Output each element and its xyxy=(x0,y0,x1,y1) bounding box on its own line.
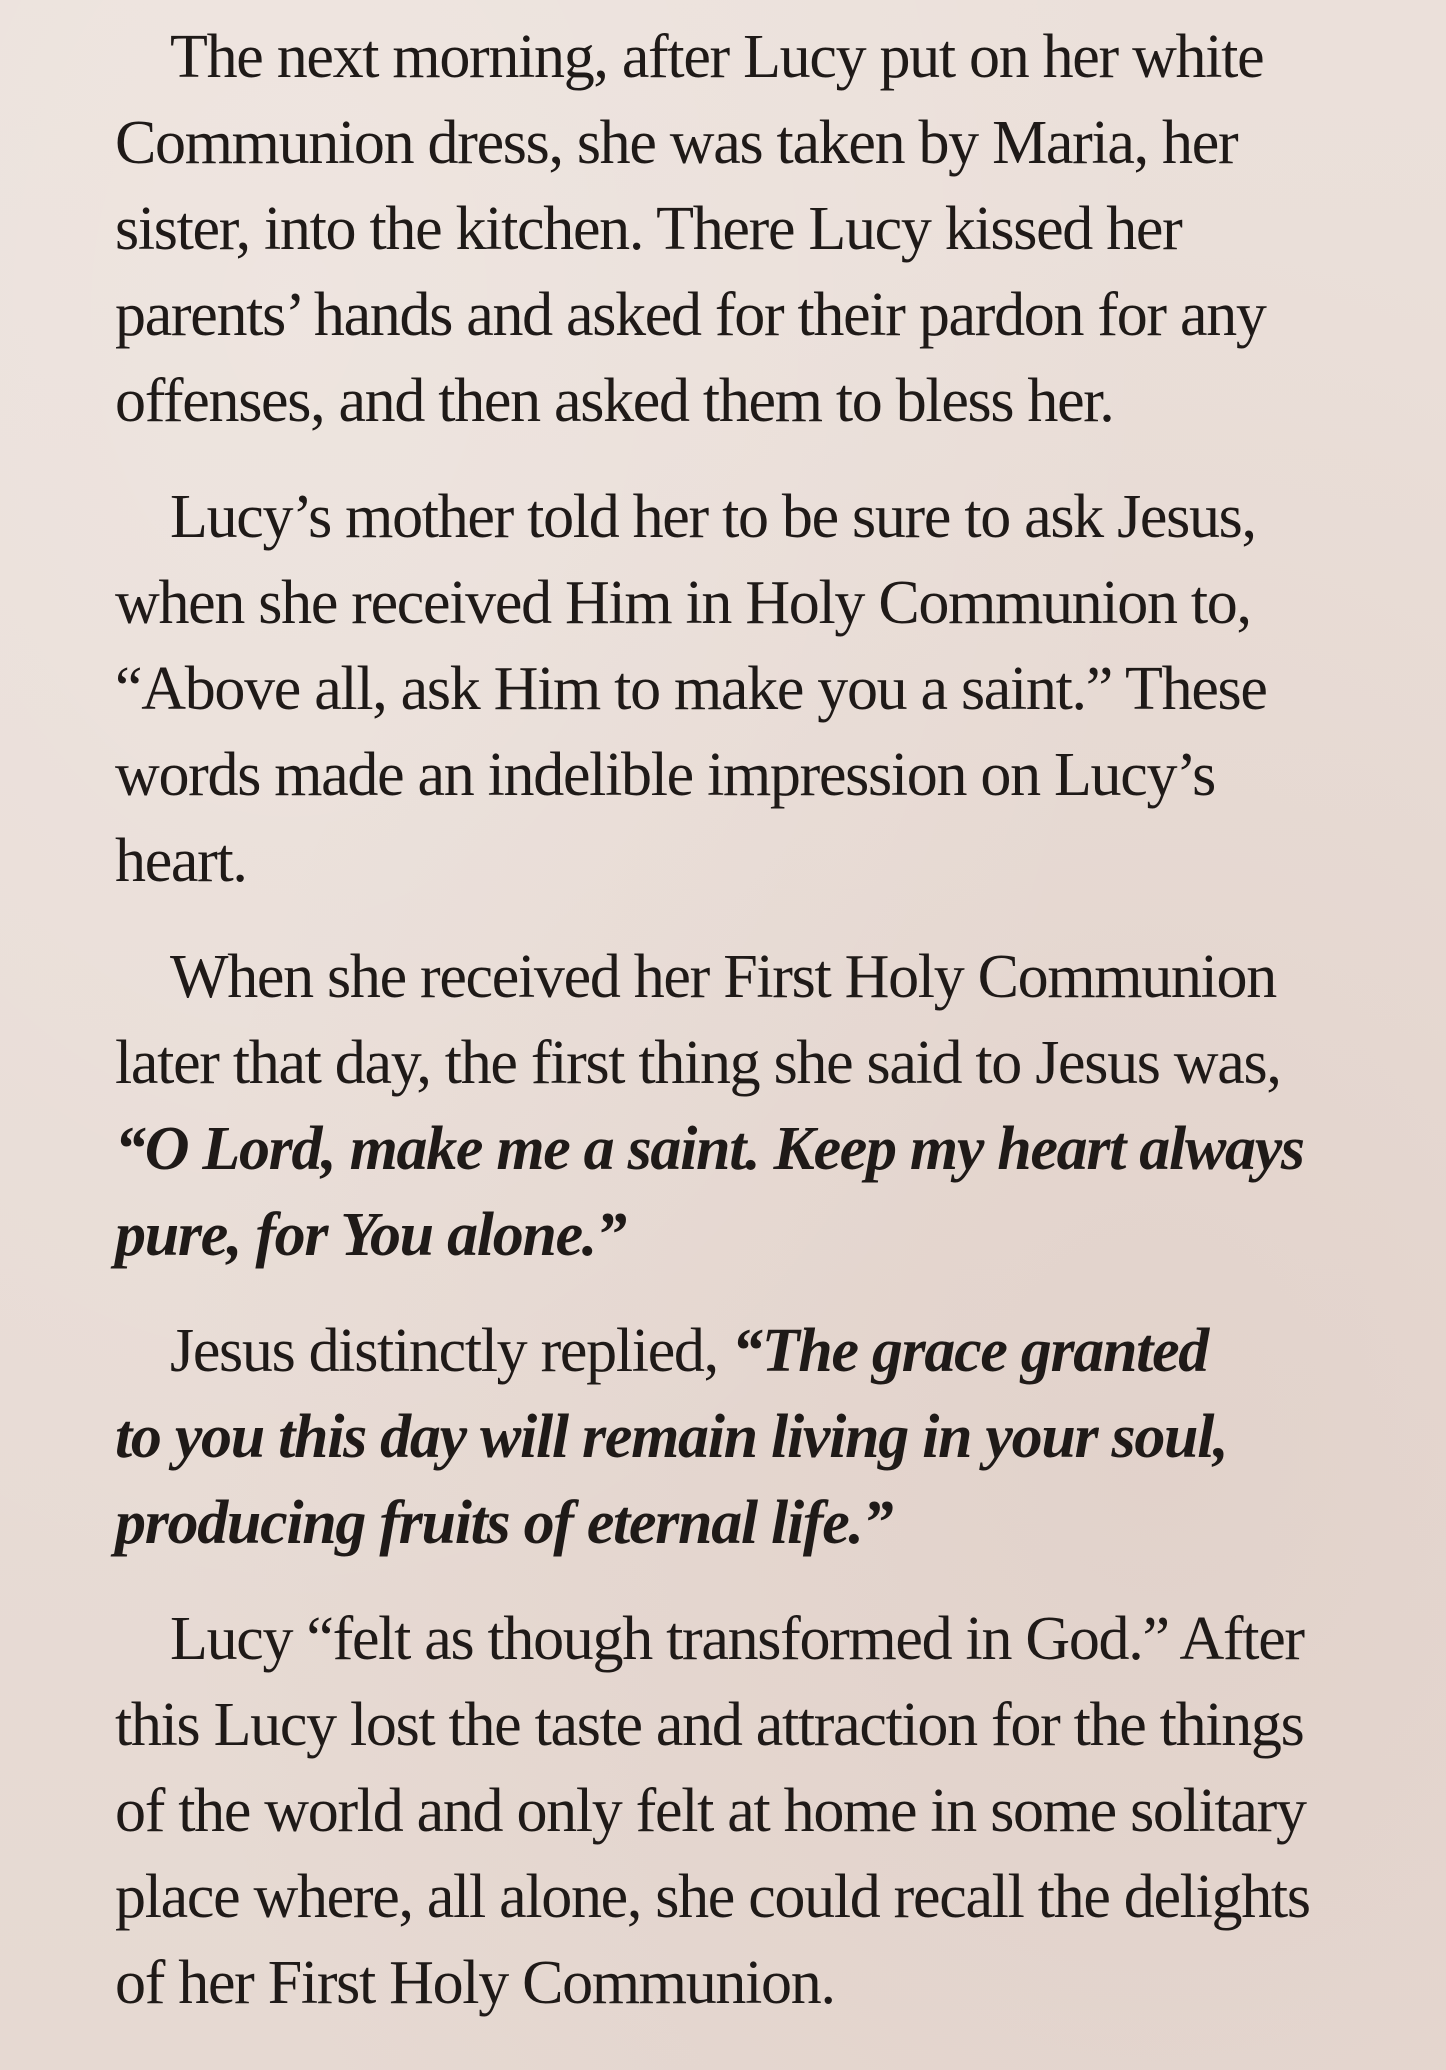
paragraph-line: Lucy “felt as though transformed in God.” After xyxy=(170,1605,1304,1673)
emphasis-line xyxy=(115,1192,1406,1278)
reply-quote: “The grace granted xyxy=(732,1317,1209,1385)
paragraph-line: parents’ hands and asked for their pardon for any xyxy=(115,281,1266,349)
paragraph-line: Lucy’s mother told her to be sure to ask Jesus, xyxy=(170,483,1256,551)
paragraph-line: of the world and only felt at home in some solitary xyxy=(115,1777,1306,1845)
paragraph-line: later that day, the first thing she said to Jesus was, xyxy=(115,1029,1281,1097)
paragraph-line: offenses, and then asked them to bless her. xyxy=(115,367,1114,435)
paragraph-line: When she received her First Holy Communion xyxy=(170,943,1276,1011)
emphasis-line xyxy=(115,1480,1406,1566)
paragraph-line: when she received Him in Holy Communion to, xyxy=(115,569,1251,637)
prayer-quote: “O Lord, make me a saint. Keep my heart always xyxy=(115,1115,1304,1183)
emphasis-line xyxy=(115,1394,1406,1480)
paragraph-3 xyxy=(115,934,1406,1278)
paragraph-line: words made an indelible impression on Lucy’s xyxy=(115,741,1215,809)
prayer-quote: pure, for You alone.” xyxy=(115,1201,626,1269)
paragraph-line: The next morning, after Lucy put on her white xyxy=(170,23,1264,91)
paragraph-line: place where, all alone, she could recall the delights xyxy=(115,1863,1310,1931)
plain-text: Jesus distinctly replied, xyxy=(170,1317,733,1385)
paragraph-line: heart. xyxy=(115,827,247,895)
paragraph-line: this Lucy lost the taste and attraction for the things xyxy=(115,1691,1304,1759)
paragraph-line: Communion dress, she was taken by Maria, her xyxy=(115,109,1238,177)
paragraph-line: of her First Holy Communion. xyxy=(115,1949,835,2017)
paragraph-5 xyxy=(115,1596,1406,2026)
emphasis-line xyxy=(115,1106,1406,1192)
paragraph-2 xyxy=(115,474,1406,904)
reply-quote: producing fruits of eternal life.” xyxy=(115,1489,893,1557)
paragraph-line: sister, into the kitchen. There Lucy kissed her xyxy=(115,195,1182,263)
paragraph-4 xyxy=(115,1308,1406,1566)
reply-quote: to you this day will remain living in your soul, xyxy=(115,1403,1228,1471)
paragraph-1 xyxy=(115,14,1406,444)
paragraph-line xyxy=(115,1308,1406,1394)
paragraph-line: “Above all, ask Him to make you a saint.” These xyxy=(115,655,1267,723)
